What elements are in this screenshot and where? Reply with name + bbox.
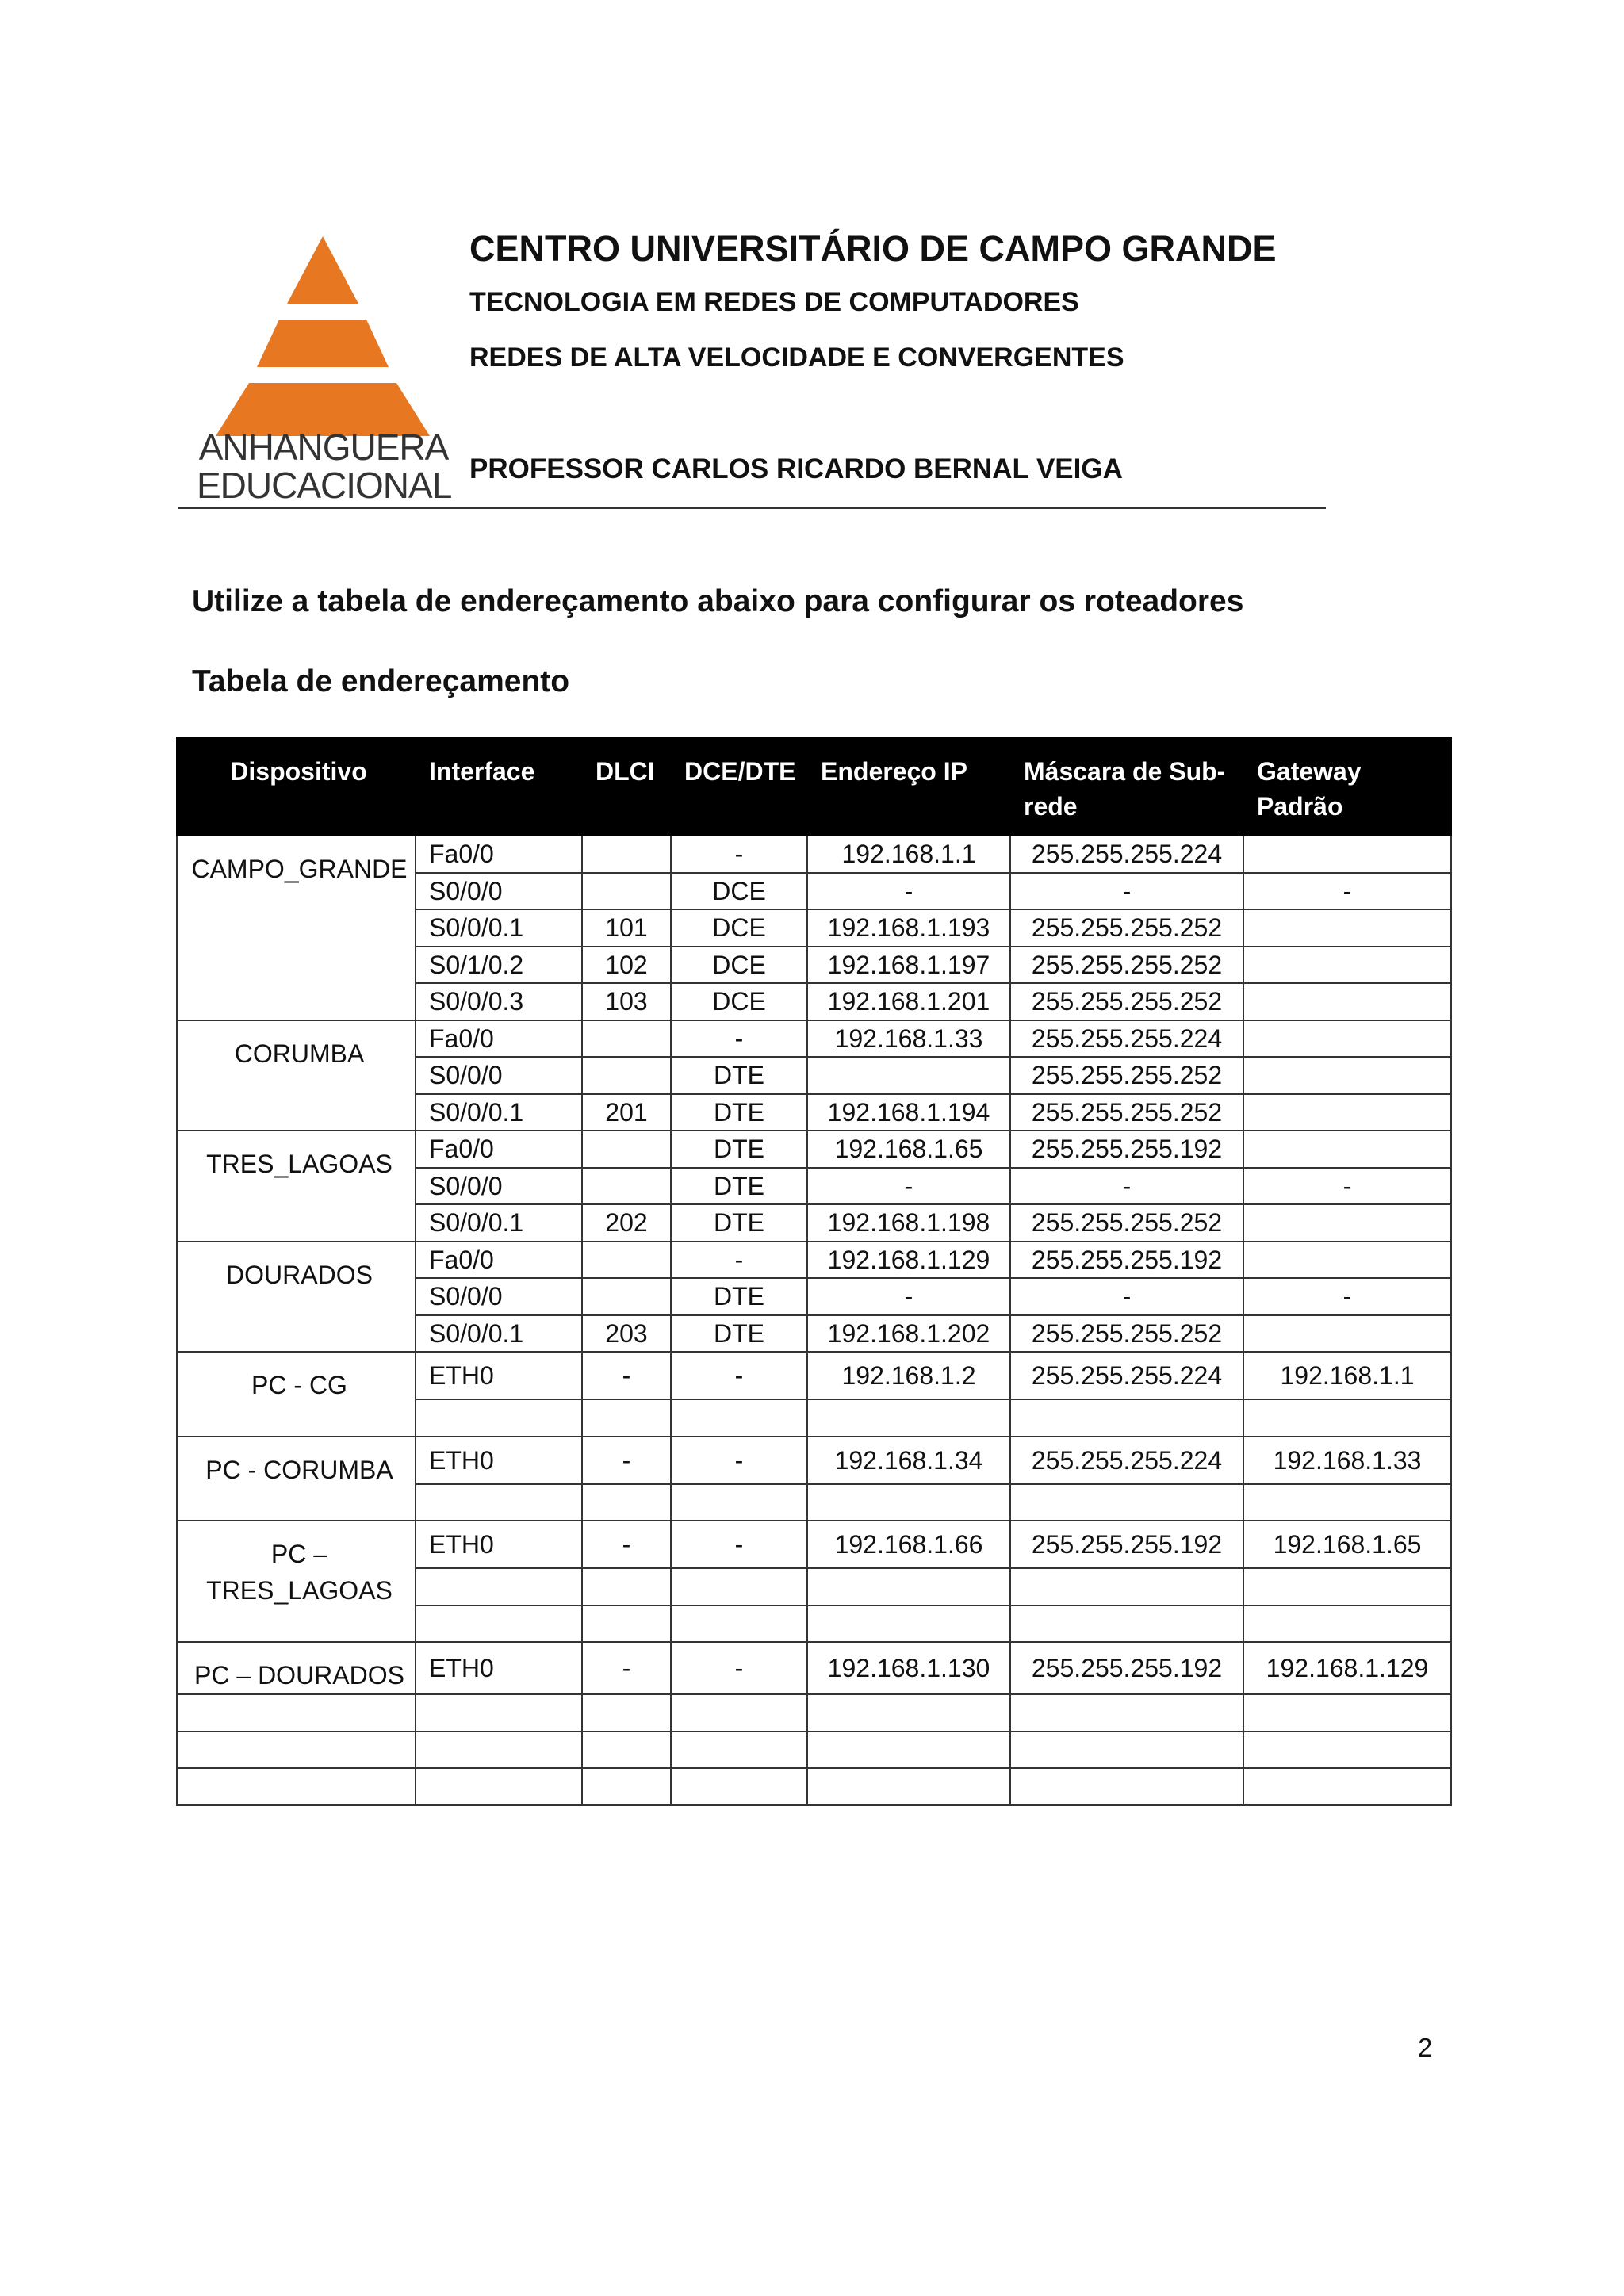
device-cell: DOURADOS: [177, 1242, 416, 1353]
mask-cell: -: [1010, 1278, 1243, 1315]
interface-cell: [416, 1732, 582, 1769]
dce-dte-cell: DCE: [671, 909, 807, 947]
dlci-cell: [582, 1057, 671, 1094]
gateway-cell: [1243, 1315, 1451, 1353]
logo-line-1: ANHANGUERA: [198, 427, 449, 468]
ip-cell: 192.168.1.33: [807, 1020, 1010, 1058]
dlci-cell: [582, 1605, 671, 1643]
dlci-cell: 101: [582, 909, 671, 947]
interface-cell: ETH0: [416, 1642, 582, 1694]
ip-cell: [807, 1732, 1010, 1769]
interface-cell: [416, 1605, 582, 1643]
dce-dte-cell: [671, 1768, 807, 1805]
interface-cell: S0/0/0.1: [416, 1204, 582, 1242]
dlci-cell: [582, 1568, 671, 1605]
dlci-cell: [582, 1694, 671, 1732]
gateway-cell: [1243, 909, 1451, 947]
dce-dte-cell: [671, 1732, 807, 1769]
dlci-cell: [582, 1768, 671, 1805]
device-cell: [177, 1694, 416, 1732]
gateway-cell: [1243, 1768, 1451, 1805]
interface-cell: [416, 1399, 582, 1437]
mask-cell: 255.255.255.224: [1010, 1352, 1243, 1399]
table-row: [177, 1131, 1451, 1168]
dce-dte-cell: [671, 1484, 807, 1521]
ip-cell: [807, 1605, 1010, 1643]
table-row: [177, 1352, 1451, 1399]
dce-dte-cell: DCE: [671, 873, 807, 910]
dce-dte-cell: [671, 1399, 807, 1437]
gateway-cell: [1243, 1399, 1451, 1437]
ip-cell: [807, 1057, 1010, 1094]
mask-cell: 255.255.255.192: [1010, 1242, 1243, 1279]
intro-text: Utilize a tabela de endereçamento abaixo para configurar os roteadores: [192, 584, 1244, 618]
interface-cell: S0/0/0: [416, 1168, 582, 1205]
interface-cell: S0/0/0.1: [416, 1094, 582, 1131]
interface-cell: ETH0: [416, 1521, 582, 1568]
interface-cell: S0/0/0.3: [416, 983, 582, 1020]
dlci-cell: [582, 1020, 671, 1058]
gateway-cell: -: [1243, 1278, 1451, 1315]
institution-title: CENTRO UNIVERSITÁRIO DE CAMPO GRANDE: [469, 228, 1277, 269]
interface-cell: S0/0/0: [416, 1057, 582, 1094]
device-cell: PC - CORUMBA: [177, 1437, 416, 1521]
table-row: [177, 1732, 1451, 1769]
gateway-cell: 192.168.1.1: [1243, 1352, 1451, 1399]
col-header-dlci: DLCI: [582, 737, 671, 836]
mask-cell: 255.255.255.224: [1010, 1437, 1243, 1484]
gateway-cell: -: [1243, 873, 1451, 910]
logo-line-2: EDUCACIONAL: [197, 465, 452, 506]
mask-cell: 255.255.255.252: [1010, 1204, 1243, 1242]
col-header-gateway: Gateway Padrão: [1243, 737, 1451, 836]
ip-cell: [807, 1484, 1010, 1521]
dce-dte-cell: -: [671, 1437, 807, 1484]
interface-cell: S0/0/0.1: [416, 1315, 582, 1353]
mask-cell: 255.255.255.192: [1010, 1521, 1243, 1568]
dce-dte-cell: [671, 1694, 807, 1732]
ip-cell: 192.168.1.201: [807, 983, 1010, 1020]
ip-cell: 192.168.1.130: [807, 1642, 1010, 1694]
mask-cell: 255.255.255.224: [1010, 1020, 1243, 1058]
dlci-cell: 102: [582, 947, 671, 984]
table-row: [177, 1020, 1451, 1058]
dlci-cell: -: [582, 1521, 671, 1568]
table-header-row: [177, 737, 1451, 836]
table-row: [177, 1242, 1451, 1279]
dlci-cell: [582, 1399, 671, 1437]
dlci-cell: [582, 836, 671, 873]
mask-cell: 255.255.255.252: [1010, 1315, 1243, 1353]
col-header-dce-dte: DCE/DTE: [671, 737, 807, 836]
interface-cell: Fa0/0: [416, 1131, 582, 1168]
col-header-mask: Máscara de Sub-rede: [1010, 737, 1243, 836]
mask-cell: 255.255.255.252: [1010, 983, 1243, 1020]
gateway-cell: 192.168.1.65: [1243, 1521, 1451, 1568]
dlci-cell: [582, 1131, 671, 1168]
dce-dte-cell: DTE: [671, 1315, 807, 1353]
dce-dte-cell: DTE: [671, 1204, 807, 1242]
col-header-interface: Interface: [416, 737, 582, 836]
ip-cell: -: [807, 873, 1010, 910]
device-cell: PC - CG: [177, 1352, 416, 1437]
mask-cell: -: [1010, 1168, 1243, 1205]
professor-name: PROFESSOR CARLOS RICARDO BERNAL VEIGA: [469, 453, 1123, 484]
gateway-cell: [1243, 1204, 1451, 1242]
mask-cell: [1010, 1768, 1243, 1805]
col-header-device: Dispositivo: [177, 737, 416, 836]
ip-cell: [807, 1768, 1010, 1805]
ip-cell: 192.168.1.2: [807, 1352, 1010, 1399]
device-cell: [177, 1732, 416, 1769]
table-title: Tabela de endereçamento: [192, 664, 570, 698]
mask-cell: [1010, 1732, 1243, 1769]
mask-cell: 255.255.255.192: [1010, 1131, 1243, 1168]
gateway-cell: [1243, 1568, 1451, 1605]
addressing-table: [176, 737, 1452, 1806]
dlci-cell: [582, 873, 671, 910]
gateway-cell: [1243, 1484, 1451, 1521]
device-cell: CORUMBA: [177, 1020, 416, 1131]
device-cell: [177, 1768, 416, 1805]
interface-cell: Fa0/0: [416, 1020, 582, 1058]
table-body: [177, 836, 1451, 1805]
interface-cell: ETH0: [416, 1352, 582, 1399]
gateway-cell: -: [1243, 1168, 1451, 1205]
mask-cell: [1010, 1568, 1243, 1605]
dlci-cell: [582, 1242, 671, 1279]
ip-cell: 192.168.1.34: [807, 1437, 1010, 1484]
table-row: [177, 1694, 1451, 1732]
dce-dte-cell: DCE: [671, 947, 807, 984]
dce-dte-cell: -: [671, 1521, 807, 1568]
table-row: [177, 1642, 1451, 1694]
interface-cell: [416, 1694, 582, 1732]
device-cell: PC – TRES_LAGOAS: [177, 1521, 416, 1642]
table-row: [177, 1768, 1451, 1805]
gateway-cell: [1243, 1020, 1451, 1058]
device-cell: CAMPO_GRANDE: [177, 836, 416, 1020]
ip-cell: 192.168.1.202: [807, 1315, 1010, 1353]
dce-dte-cell: DTE: [671, 1168, 807, 1205]
dlci-cell: -: [582, 1642, 671, 1694]
ip-cell: 192.168.1.66: [807, 1521, 1010, 1568]
course-title: TECNOLOGIA EM REDES DE COMPUTADORES: [469, 287, 1079, 317]
ip-cell: 192.168.1.129: [807, 1242, 1010, 1279]
header-divider: [178, 507, 1326, 509]
dce-dte-cell: DTE: [671, 1094, 807, 1131]
ip-cell: [807, 1694, 1010, 1732]
gateway-cell: [1243, 1694, 1451, 1732]
gateway-cell: [1243, 983, 1451, 1020]
dlci-cell: [582, 1168, 671, 1205]
dce-dte-cell: DTE: [671, 1131, 807, 1168]
dlci-cell: 103: [582, 983, 671, 1020]
ip-cell: -: [807, 1278, 1010, 1315]
dlci-cell: 202: [582, 1204, 671, 1242]
interface-cell: [416, 1484, 582, 1521]
gateway-cell: [1243, 1057, 1451, 1094]
device-cell: TRES_LAGOAS: [177, 1131, 416, 1242]
table-row: [177, 1437, 1451, 1484]
discipline-title: REDES DE ALTA VELOCIDADE E CONVERGENTES: [469, 342, 1124, 373]
interface-cell: S0/0/0: [416, 873, 582, 910]
gateway-cell: [1243, 836, 1451, 873]
mask-cell: -: [1010, 873, 1243, 910]
mask-cell: 255.255.255.252: [1010, 1057, 1243, 1094]
mask-cell: [1010, 1484, 1243, 1521]
dce-dte-cell: -: [671, 1020, 807, 1058]
gateway-cell: [1243, 1732, 1451, 1769]
mask-cell: 255.255.255.252: [1010, 909, 1243, 947]
mask-cell: 255.255.255.192: [1010, 1642, 1243, 1694]
gateway-cell: 192.168.1.129: [1243, 1642, 1451, 1694]
gateway-cell: [1243, 1605, 1451, 1643]
page-number: 2: [1418, 2033, 1433, 2062]
mask-cell: 255.255.255.224: [1010, 836, 1243, 873]
dce-dte-cell: [671, 1568, 807, 1605]
col-header-ip: Endereço IP: [807, 737, 1010, 836]
ip-cell: 192.168.1.193: [807, 909, 1010, 947]
interface-cell: Fa0/0: [416, 1242, 582, 1279]
mask-cell: 255.255.255.252: [1010, 1094, 1243, 1131]
interface-cell: [416, 1568, 582, 1605]
mask-cell: [1010, 1399, 1243, 1437]
dlci-cell: [582, 1484, 671, 1521]
dlci-cell: -: [582, 1352, 671, 1399]
interface-cell: S0/0/0: [416, 1278, 582, 1315]
gateway-cell: [1243, 1242, 1451, 1279]
ip-cell: 192.168.1.197: [807, 947, 1010, 984]
ip-cell: 192.168.1.65: [807, 1131, 1010, 1168]
dlci-cell: -: [582, 1437, 671, 1484]
gateway-cell: 192.168.1.33: [1243, 1437, 1451, 1484]
interface-cell: Fa0/0: [416, 836, 582, 873]
ip-cell: 192.168.1.1: [807, 836, 1010, 873]
dce-dte-cell: -: [671, 1242, 807, 1279]
dlci-cell: 203: [582, 1315, 671, 1353]
interface-cell: S0/0/0.1: [416, 909, 582, 947]
gateway-cell: [1243, 1131, 1451, 1168]
dlci-cell: [582, 1278, 671, 1315]
mask-cell: 255.255.255.252: [1010, 947, 1243, 984]
mask-cell: [1010, 1605, 1243, 1643]
interface-cell: ETH0: [416, 1437, 582, 1484]
device-cell: PC – DOURADOS: [177, 1642, 416, 1694]
ip-cell: 192.168.1.194: [807, 1094, 1010, 1131]
table-row: [177, 836, 1451, 873]
gateway-cell: [1243, 1094, 1451, 1131]
ip-cell: -: [807, 1168, 1010, 1205]
dlci-cell: [582, 1732, 671, 1769]
dce-dte-cell: DCE: [671, 983, 807, 1020]
dce-dte-cell: [671, 1605, 807, 1643]
dce-dte-cell: -: [671, 1352, 807, 1399]
ip-cell: 192.168.1.198: [807, 1204, 1010, 1242]
dce-dte-cell: DTE: [671, 1278, 807, 1315]
dce-dte-cell: -: [671, 1642, 807, 1694]
ip-cell: [807, 1568, 1010, 1605]
ip-cell: [807, 1399, 1010, 1437]
gateway-cell: [1243, 947, 1451, 984]
table-row: [177, 1521, 1451, 1568]
interface-cell: [416, 1768, 582, 1805]
dce-dte-cell: -: [671, 836, 807, 873]
logo-wordmark: [197, 428, 450, 504]
dlci-cell: 201: [582, 1094, 671, 1131]
mask-cell: [1010, 1694, 1243, 1732]
dce-dte-cell: DTE: [671, 1057, 807, 1094]
interface-cell: S0/1/0.2: [416, 947, 582, 984]
